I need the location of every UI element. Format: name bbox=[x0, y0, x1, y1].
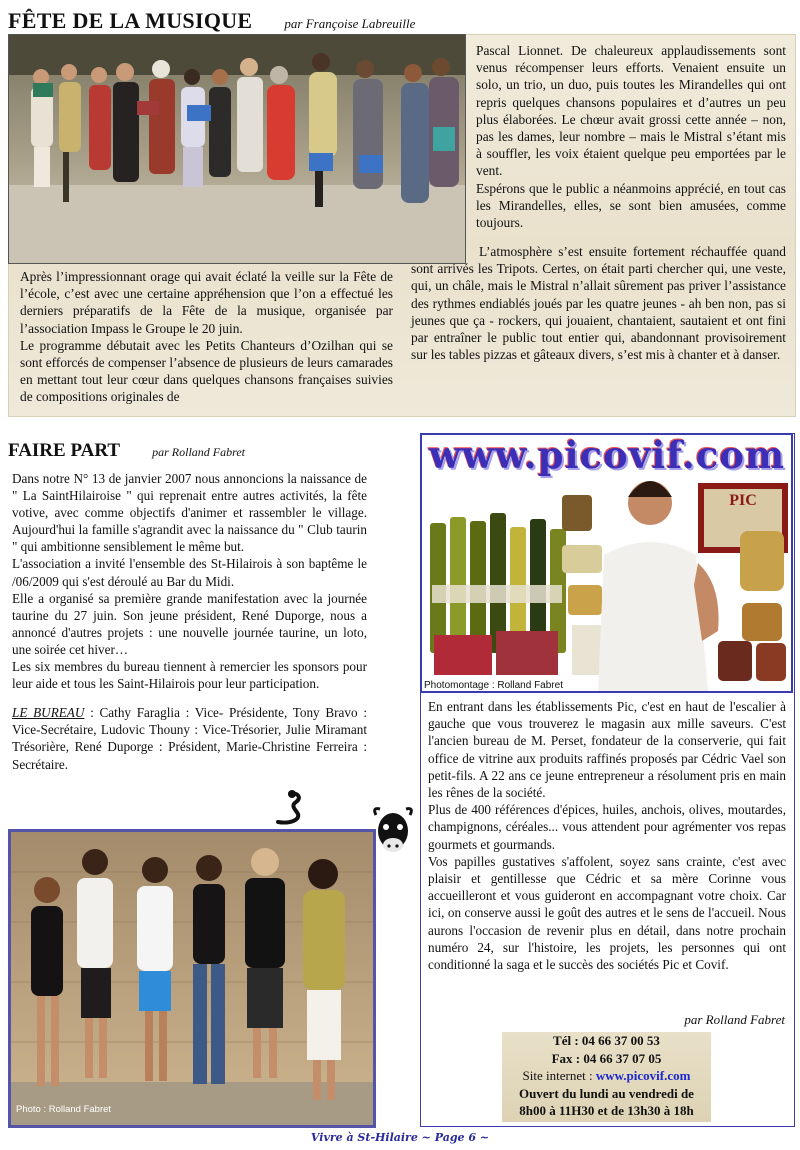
snake-clipart-icon bbox=[268, 788, 308, 828]
bureau-paragraph bbox=[12, 704, 367, 772]
contact-site bbox=[502, 1067, 711, 1085]
faire-part-text bbox=[12, 470, 367, 773]
fete-paragraph: Espérons que le public a néanmoins apprécié, en tout cas les Mirandelles, elles, se sont bien amusées, comme toujours. bbox=[476, 180, 786, 231]
faire-part-title: FAIRE PART bbox=[8, 440, 121, 461]
bureau-group-photo bbox=[8, 829, 376, 1128]
picovif-paragraph: Vos papilles gustatives s'affolent, soyez sans crainte, c'est avec plaisir et gentillesse que Cédric et sa mère Corinne vous accueilleront et vous guideront en accompagnant votre choix. Car ici, on conserve aussi le goût des autres et le sens de l'accueil. Nous aurons l'occasion de revenir plus en détail, dans notre prochain numéro 24, sur l'histoire, les projets, les personnes qui ont conditionné la saga et le succès des sociétés Pic et Covif. bbox=[428, 853, 786, 973]
faire-part-paragraph: L'association a invité l'ensemble des St-Hilairois à son baptême le /06/2009 qui s'est déroulé au Bar du Midi. bbox=[12, 556, 367, 589]
picovif-paragraph: Plus de 400 références d'épices, huiles, anchois, olives, moutardes, champignons, céréales... vous attendent pour agrémenter vos repas gourmets et gourmands. bbox=[428, 802, 786, 852]
picovif-photo-credit: Photomontage : Rolland Fabret bbox=[424, 680, 563, 691]
contact-hours-line2: 8h00 à 11H30 et de 13h30 à 18h bbox=[519, 1103, 694, 1118]
fete-right-top-column bbox=[476, 42, 786, 231]
fete-header bbox=[8, 8, 468, 36]
bureau-members: : Cathy Faraglia : Vice- Présidente, Tony Bravo : Vice-Secrétaire, Ludovic Thouny : Vice-Trésorier, Julie Miramant Trésorière, René Duporge : Président, Marie-Christine Ferreira : Secrétaire. bbox=[12, 705, 367, 772]
faire-part-byline: par Rolland Fabret bbox=[152, 445, 245, 459]
fete-title: FÊTE DE LA MUSIQUE bbox=[8, 8, 253, 33]
bureau-photo-credit: Photo : Rolland Fabret bbox=[16, 1104, 112, 1115]
bull-clipart-icon bbox=[370, 805, 416, 861]
fete-right-bottom-column bbox=[411, 243, 786, 363]
picovif-contact-box bbox=[502, 1032, 711, 1122]
fete-paragraph: Le programme débutait avec les Petits Chanteurs d’Ozilhan qui se sont efforcés de compenser l’absence de plusieurs de leurs camarades en mettant tout leur cœur dans quelques chansons françaises suivies de compositions originales de bbox=[20, 337, 393, 405]
fete-paragraph: Après l’impressionnant orage qui avait éclaté la veille sur la Fête de l’école, c’est avec une certaine appréhension que l’on a effectué les derniers préparatifs de la Fête de la musique, organisée par l’association Impass le Groupe le 20 juin. bbox=[20, 269, 393, 336]
page-footer: Vivre à St-Hilaire ~ Page 6 ~ bbox=[310, 1131, 490, 1144]
pic-jar-label: PIC bbox=[729, 492, 757, 509]
fete-byline: par Françoise Labreuille bbox=[284, 16, 416, 31]
contact-site-label: Site internet : bbox=[522, 1068, 596, 1083]
fete-left-bottom-column bbox=[20, 268, 393, 406]
contact-hours-line1: Ouvert du lundi au vendredi de bbox=[519, 1085, 694, 1101]
contact-fax: Fax : 04 66 37 07 05 bbox=[551, 1050, 662, 1066]
fete-paragraph: L’atmosphère s’est ensuite fortement réchauffée quand sont arrivés les Tripots. Certes, on était parti chercher qui, une veste, qui, un châle, mais le Mistral n’allait sûrement pas priver l’assistance des rythmes endiablés joués par les quatre jeunes - ah ben non, pas si jeunes que ça - rockers, qui jouaient, chantaient, sautaient et ont fini par entraîner le public tout entier qui, abandonnant provisoirement sur les tables pizzas et gâteaux divers, s’est mis à chanter et à danser. bbox=[411, 244, 786, 363]
contact-site-link[interactable]: www.picovif.com bbox=[595, 1068, 691, 1083]
contact-phone: Tél : 04 66 37 00 53 bbox=[553, 1033, 660, 1048]
choir-photo bbox=[8, 34, 466, 264]
faire-part-paragraph: Dans notre N° 13 de janvier 2007 nous annoncions la naissance de " La SaintHilairoise " qui reprenait entre autres activités, la fête votive, avec comme objectifs d'animer et rassembler le village. Aujourd'hui la famille s'agrandit avec la naissance du " Club taurin " qui ambitionne sensiblement le même but. bbox=[12, 471, 367, 555]
fete-paragraph: Pascal Lionnet. De chaleureux applaudissements sont venus récompenser leurs efforts. Venaient ensuite un solo, un trio, un duo, puis toutes les Mirandelles qui ont repris quelques chansons populaires et d’autres un peu plus élaborées. Le chœur avait grossi cette année – non, pas les dames, leur nombre – mais le Mistral s’étant mis à souffler, les voix étaient quelque peu emportées par le vent. bbox=[476, 43, 786, 179]
faire-part-paragraph: Les six membres du bureau tiennent à remercier les sponsors pour leur aide et tous les Saint-Hilairois pour leur participation. bbox=[12, 659, 367, 692]
picovif-paragraph: En entrant dans les établissements Pic, c'est en haut de l'escalier à gauche que vous trouverez le magasin aux mille saveurs. C'est l'ancien bureau de M. Perset, fondateur de la conserverie, qui fait office de vitrine aux produits raffinés proposés par Cédric Vael son petit-fils. A 22 ans ce jeune entrepreneur a résolument pris en main les rênes de la société. bbox=[428, 699, 786, 801]
picovif-text bbox=[428, 698, 786, 973]
faire-part-paragraph: Elle a organisé sa première grande manifestation avec la journée taurine du 27 juin. Son jeune président, René Duporge, nous a annoncé d'autres projets : une nouvelle journée taurine, un loto, une soirée cet hiver… bbox=[12, 590, 367, 657]
picovif-url-banner: www.picovif.com bbox=[428, 433, 786, 477]
faire-part-header bbox=[8, 440, 408, 466]
bureau-label: LE BUREAU bbox=[12, 705, 85, 721]
picovif-byline: par Rolland Fabret bbox=[684, 1012, 785, 1027]
